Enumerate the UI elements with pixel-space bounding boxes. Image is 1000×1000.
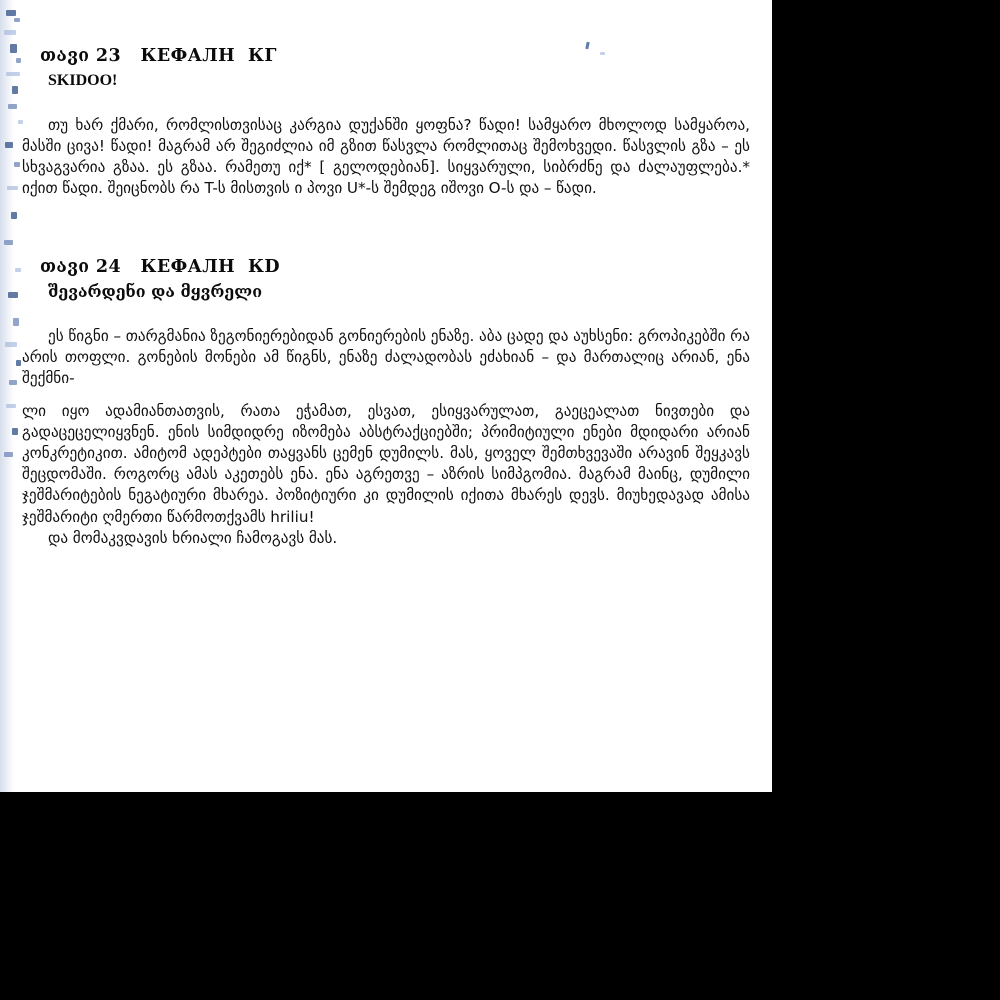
chapter-23-paragraph-1: თუ ხარ ქმარი, რომლისთვისაც კარგია დუქანში ყოფნა? წადი! სამყარო მხოლოდ სამყაროა, მასში ცივა! წადი! მაგრამ არ შეგიძლია იმ გზით წასვლა რომლითაც შემოხვედი. წასვლის გზა – ეს სხვაგვარია გზაა. ეს გზაა. რამეთუ იქ* [ გელოდებიან]. სიყვარული, სიბრძნე და ძალაუფლება.* იქით წადი. შეიცნობს რა T-ს მისთვის ი პოვი U*-ს შემდეგ იშოვი O-ს და – წადი.	[22, 115, 750, 197]
chapter-24-paragraph-1: ეს წიგნი – თარგმანია ზეგონიერებიდან გონიერების ენაზე. აბა ცადე და აუხსენი: გროპიკებში რა არის თოფლი. გონების მონები ამ წიგნს, ენაზე ძალადობას ეძახიან – და მართალიც არიან, ენა შექმნი-	[22, 326, 750, 387]
chapter-24-subtitle: შევარდენი და მყვრელი	[48, 282, 262, 302]
text-column	[22, 6, 750, 549]
paragraph-gap	[22, 389, 750, 401]
section-gap	[22, 199, 750, 229]
paragraph-gap	[22, 93, 750, 115]
chapter-23-subtitle: SKIDOO!	[48, 72, 118, 90]
chapter-24-heading: თავი 24 КЕФАЛН КD	[40, 257, 280, 278]
chapter-23-block	[22, 44, 750, 93]
chapter-24-block	[22, 255, 750, 304]
paragraph-gap	[22, 304, 750, 326]
chapter-23-heading: თავი 23 КЕФАЛН КГ	[40, 46, 277, 66]
chapter-24-paragraph-3: და მომაკვდავის ხრიალი ჩამოგავს მას.	[48, 528, 338, 547]
chapter-24-paragraph-2: ლი იყო ადამიანთათვის, რათა ეჭამათ, ესვათ, ესიყვარულათ, გაეცეალათ ნივთები და გადაცეცელიყვნენ. ენის სიმდიდრე იზომება აბსტრაქციებში; პრიმიტიული ენები მდიდარი არიან კონკრეტიკით. ამიტომ ადეპტები თაყვანს ცემენ დუმილს. მას, ყოველ შემთხვევაში არავინ შეყკავს შეცდომაში. როგორც ამას აკეთებს ენა. ენა აგრეთვე – აზრის სიმპგომია. მაგრამ მაინც, დუმილი ჯეშმარიტების ნეგატიური მხარეა. პოზიტიური კი დუმილის იქითა მხარეს დევს. მიუხედავად ამისა ჯეშმარიტი ღმერთი წარმოთქვამს hriliu!	[22, 401, 750, 526]
